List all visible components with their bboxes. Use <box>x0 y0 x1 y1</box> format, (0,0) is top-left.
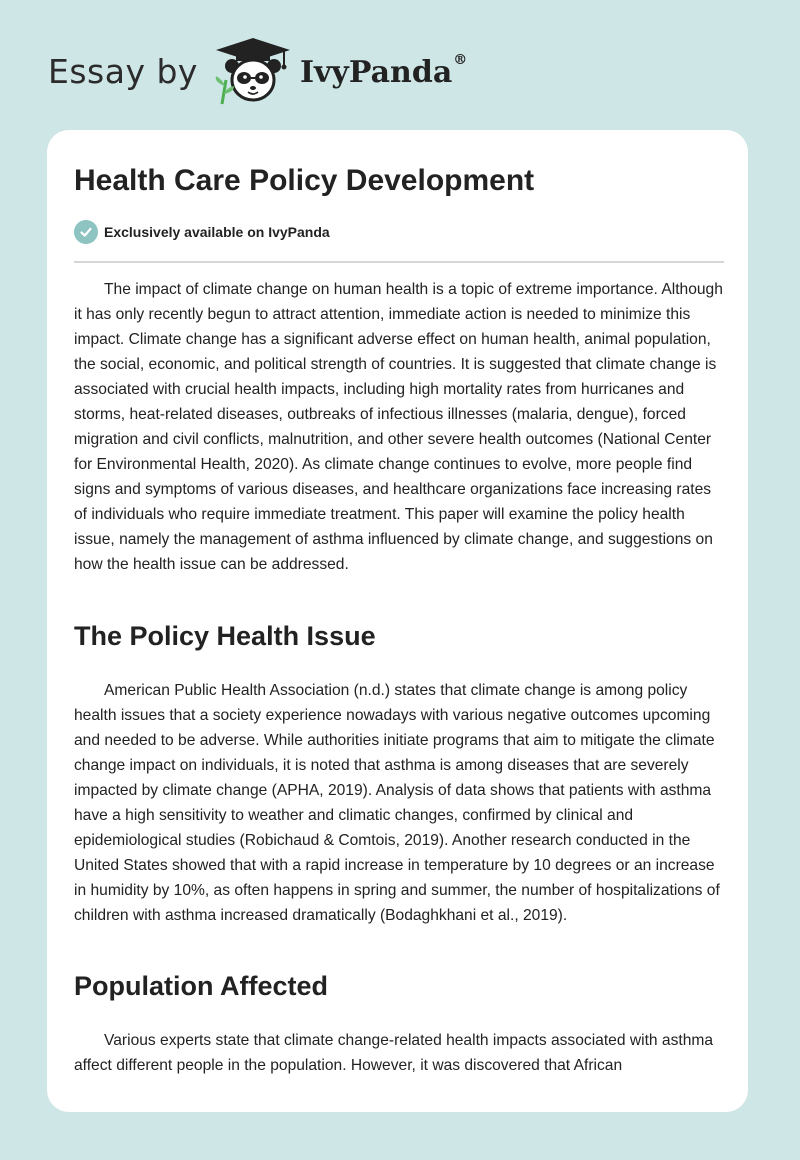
section-heading-population-affected: Population Affected <box>74 971 328 1001</box>
intro-paragraph: The impact of climate change on human health is a topic of extreme importance. Although it has only recently begun to attract attention, immediate action is needed to minimize this impact. Climate change has a significant adverse effect on human health, animal population, the social, economic, and political strength of countries. It is suggested that climate change is associated with crucial health impacts, including high mortality rates from hurricanes and storms, heat-related diseases, outbreaks of infectious illnesses (malaria, dengue), forced migration and civil conflicts, malnutrition, and other severe health outcomes (National Center for Environmental Health, 2020). As climate change continues to evolve, more people find signs and symptoms of various diseases, and healthcare organizations face increasing rates of individuals who require immediate treatment. This paper will examine the policy health issue, namely the management of asthma influenced by climate change, and suggestions on how the health issue can be addressed. <box>74 281 723 573</box>
panda-graduation-cap-icon <box>212 36 294 106</box>
policy-health-issue-paragraph: American Public Health Association (n.d.) states that climate change is among policy health issues that a society experience nowadays with various negative outcomes upcoming and needed to be adverse. While authorities initiate programs that aim to mitigate the climate change impact on individuals, it is noted that asthma is among diseases that are severely impacted by climate change (APHA, 2019). Analysis of data shows that patients with asthma have a high sensitivity to weather and climatic changes, confirmed by clinical and epidemiological studies (Robichaud & Comtois, 2019). Another research conducted in the United States showed that with a rapid increase in temperature by 10 degrees or an increase in humidity by 10%, as often happens in spring and summer, the number of hospitalizations of children with asthma increased dramatically (Bodaghkhani et al., 2019). <box>74 682 720 924</box>
brand-prefix: Essay by <box>48 51 198 91</box>
title-divider <box>74 261 724 263</box>
essay-card <box>47 130 748 1112</box>
exclusive-label: Exclusively available on IvyPanda <box>104 224 330 240</box>
registered-mark: ® <box>453 52 468 68</box>
exclusive-badge <box>74 220 330 244</box>
page-title: Health Care Policy Development <box>74 164 535 197</box>
brand-name: IvyPanda® <box>299 52 468 90</box>
population-affected-paragraph: Various experts state that climate change-related health impacts associated with asthma affect different people in the population. However, it was discovered that African <box>74 1032 714 1074</box>
check-icon <box>74 220 98 244</box>
brand-header[interactable] <box>48 36 467 106</box>
section-heading-policy-health-issue: The Policy Health Issue <box>74 621 376 651</box>
